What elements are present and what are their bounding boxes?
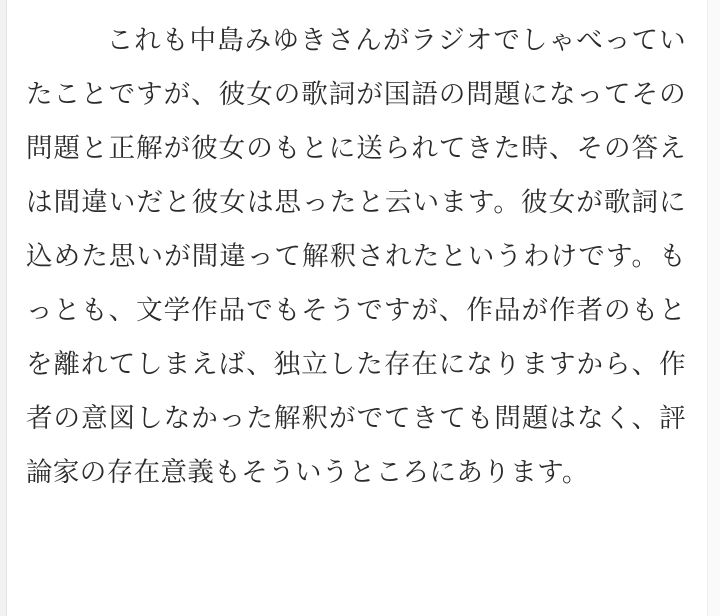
- document-content: [26, 14, 686, 606]
- left-gutter: [0, 0, 7, 616]
- vertical-scrollbar[interactable]: [707, 0, 720, 616]
- body-paragraph: これも中島みゆきさんがラジオでしゃべっていたことですが、彼女の歌詞が国語の問題になってその問題と正解が彼女のもとに送られてきた時、その答えは間違いだと彼女は思ったと云います。彼女が歌詞に込めた思いが間違って解釈されたというわけです。もっとも、文学作品でもそうですが、作品が作者のもとを離れてしまえば、独立した存在になりますから、作者の意図しなかった解釈がでてきても問題はなく、評論家の存在意義もそういうところにあります。: [26, 25, 686, 488]
